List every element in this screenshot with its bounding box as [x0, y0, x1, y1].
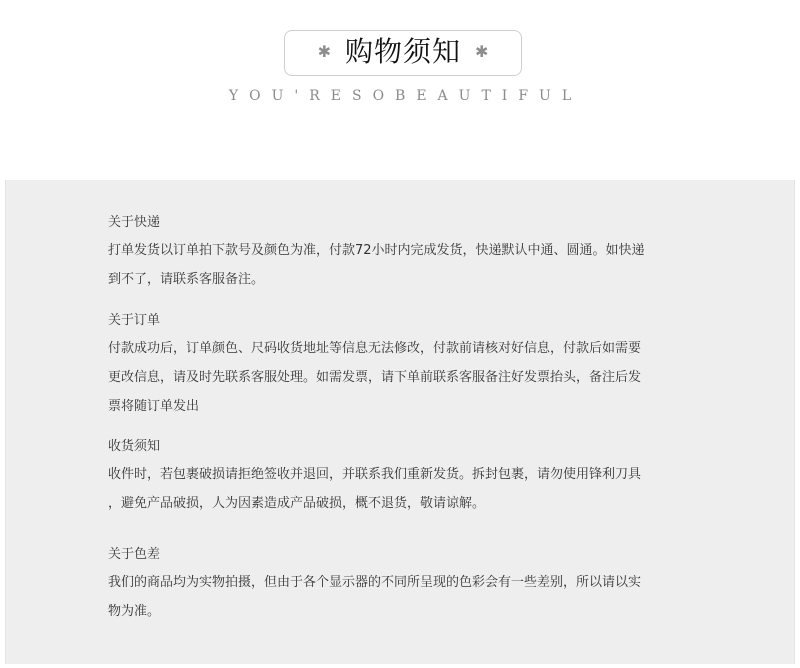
- section-text-line: ，避免产品破损，人为因素造成产品破损，概不退货，敬请谅解。: [108, 496, 486, 511]
- notice-panel: [5, 180, 795, 664]
- page-subtitle: YOU'RESOBEAUTIFUL: [228, 88, 583, 104]
- section-heading: 关于订单: [108, 313, 161, 328]
- section-heading: 关于色差: [108, 547, 161, 562]
- section-heading: 关于快递: [108, 215, 161, 230]
- section-text-line: 票将随订单发出: [108, 399, 200, 414]
- section-receiving: [108, 437, 708, 518]
- section-text-line: 更改信息，请及时先联系客服处理。如需发票，请下单前联系客服备注好发票抬头，备注后发: [108, 370, 642, 385]
- section-text-line: 打单发货以订单拍下款号及颜色为准，付款72小时内完成发货，快递默认中通、圆通。如快递: [108, 243, 645, 258]
- left-star-icon: ✱: [317, 42, 331, 61]
- section-shipping: [108, 213, 708, 294]
- section-text-line: 物为准。: [108, 604, 161, 619]
- section-text-line: 我们的商品均为实物拍摄，但由于各个显示器的不同所呈现的色彩会有一些差别，所以请以实: [108, 575, 642, 590]
- section-text-line: 到不了，请联系客服备注。: [108, 272, 265, 287]
- title-banner: [284, 30, 522, 76]
- section-orders: [108, 311, 708, 421]
- section-color-difference: [108, 545, 708, 626]
- section-text-line: 收件时，若包裹破损请拒绝签收并退回，并联系我们重新发货。拆封包裹，请勿使用锋利刀具: [108, 467, 642, 482]
- section-heading: 收货须知: [108, 439, 161, 454]
- right-star-icon: ✱: [475, 42, 489, 61]
- section-text-line: 付款成功后，订单颜色、尺码收货地址等信息无法修改，付款前请核对好信息，付款后如需要: [108, 341, 642, 356]
- page-title: 购物须知: [344, 35, 461, 68]
